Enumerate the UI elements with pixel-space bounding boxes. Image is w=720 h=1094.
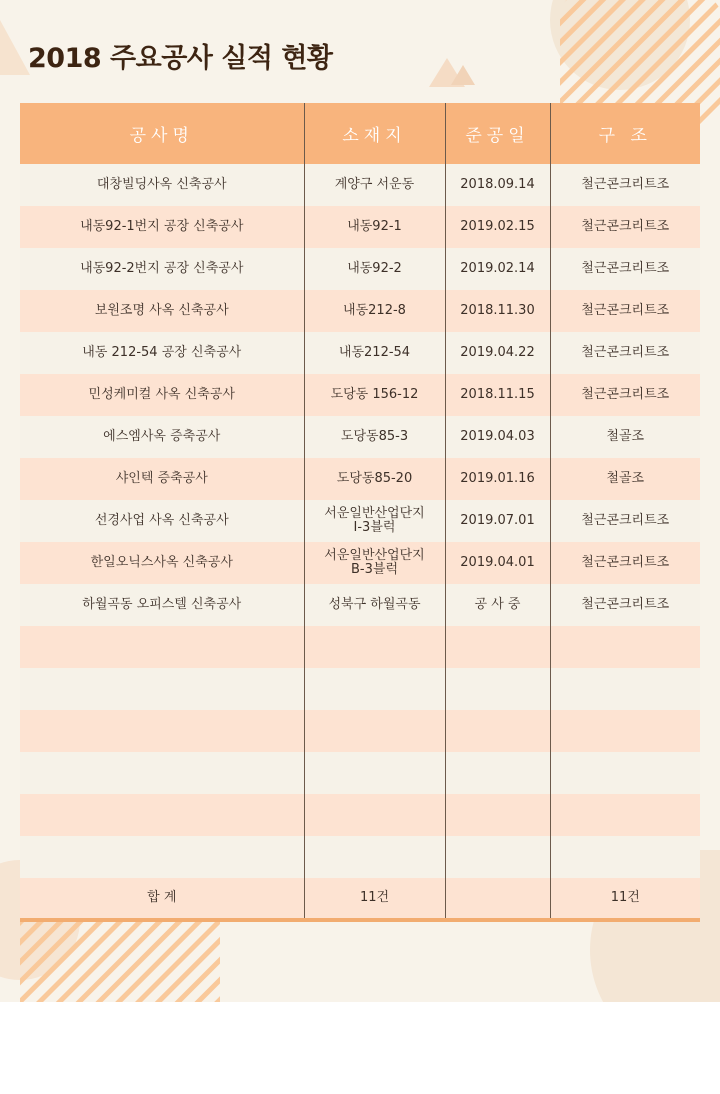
empty-cell <box>304 710 445 752</box>
table-row <box>20 332 700 374</box>
triangle-decoration <box>425 55 485 90</box>
project-name-cell: 보원조명 사옥 신축공사 <box>20 290 304 332</box>
location-cell: 서운일반산업단지 B-3블럭 <box>304 542 445 584</box>
table-row <box>20 458 700 500</box>
empty-cell <box>304 626 445 668</box>
location-cell: 내동92-1 <box>304 206 445 248</box>
empty-cell <box>445 794 550 836</box>
structure-cell: 철근콘크리트조 <box>550 500 700 542</box>
project-name-cell: 에스엠사옥 증축공사 <box>20 416 304 458</box>
table-row <box>20 416 700 458</box>
table-row <box>20 374 700 416</box>
location-cell: 내동92-2 <box>304 248 445 290</box>
table-row <box>20 290 700 332</box>
table-row <box>20 584 700 626</box>
structure-cell: 철근콘크리트조 <box>550 332 700 374</box>
empty-cell <box>304 836 445 878</box>
empty-cell <box>550 752 700 794</box>
empty-table-row <box>20 710 700 752</box>
date-cell: 2018.11.30 <box>445 290 550 332</box>
total-label: 합 계 <box>20 878 304 920</box>
empty-cell <box>304 794 445 836</box>
date-cell: 2019.02.14 <box>445 248 550 290</box>
empty-cell <box>20 836 304 878</box>
empty-cell <box>550 668 700 710</box>
table-row <box>20 542 700 584</box>
empty-cell <box>445 836 550 878</box>
structure-cell: 철근콘크리트조 <box>550 248 700 290</box>
project-name-cell: 샤인텍 증축공사 <box>20 458 304 500</box>
location-cell: 서운일반산업단지 I-3블럭 <box>304 500 445 542</box>
empty-cell <box>20 794 304 836</box>
total-row <box>20 878 700 920</box>
structure-cell: 철근콘크리트조 <box>550 374 700 416</box>
structure-cell: 철근콘크리트조 <box>550 584 700 626</box>
structure-cell: 철골조 <box>550 416 700 458</box>
project-name-cell: 대창빌딩사옥 신축공사 <box>20 164 304 206</box>
date-cell: 2019.07.01 <box>445 500 550 542</box>
total-structure-count: 11건 <box>550 878 700 920</box>
date-cell: 공 사 중 <box>445 584 550 626</box>
empty-table-row <box>20 668 700 710</box>
date-cell: 2019.04.03 <box>445 416 550 458</box>
date-cell: 2018.09.14 <box>445 164 550 206</box>
total-location-count: 11건 <box>304 878 445 920</box>
structure-cell: 철근콘크리트조 <box>550 542 700 584</box>
table-row <box>20 500 700 542</box>
empty-table-row <box>20 626 700 668</box>
project-name-cell: 민성케미컬 사옥 신축공사 <box>20 374 304 416</box>
date-cell: 2019.01.16 <box>445 458 550 500</box>
empty-cell <box>20 710 304 752</box>
empty-cell <box>550 710 700 752</box>
page-title: 2018 주요공사 실적 현황 <box>28 43 333 74</box>
table-header-row <box>20 103 700 164</box>
structure-cell: 철근콘크리트조 <box>550 206 700 248</box>
empty-cell <box>304 752 445 794</box>
project-name-cell: 하월곡동 오피스텔 신축공사 <box>20 584 304 626</box>
structure-cell: 철근콘크리트조 <box>550 290 700 332</box>
date-cell: 2019.04.22 <box>445 332 550 374</box>
project-name-cell: 한일오닉스사옥 신축공사 <box>20 542 304 584</box>
date-cell: 2019.04.01 <box>445 542 550 584</box>
location-cell: 성북구 하월곡동 <box>304 584 445 626</box>
empty-cell <box>20 668 304 710</box>
header-completion-date: 준공일 <box>445 103 550 164</box>
date-cell: 2018.11.15 <box>445 374 550 416</box>
empty-cell <box>304 668 445 710</box>
total-date-cell <box>445 878 550 920</box>
project-name-cell: 내동92-1번지 공장 신축공사 <box>20 206 304 248</box>
header-project-name: 공사명 <box>20 103 304 164</box>
empty-cell <box>445 668 550 710</box>
empty-cell <box>445 752 550 794</box>
structure-cell: 철근콘크리트조 <box>550 164 700 206</box>
location-cell: 도당동85-20 <box>304 458 445 500</box>
project-name-cell: 내동 212-54 공장 신축공사 <box>20 332 304 374</box>
structure-cell: 철골조 <box>550 458 700 500</box>
table-row <box>20 248 700 290</box>
location-cell: 내동212-8 <box>304 290 445 332</box>
header-structure: 구 조 <box>550 103 700 164</box>
empty-cell <box>550 836 700 878</box>
project-name-cell: 선경사업 사옥 신축공사 <box>20 500 304 542</box>
header-location: 소재지 <box>304 103 445 164</box>
empty-cell <box>445 710 550 752</box>
date-cell: 2019.02.15 <box>445 206 550 248</box>
empty-cell <box>550 794 700 836</box>
empty-table-row <box>20 752 700 794</box>
works-table <box>20 103 700 922</box>
table-row <box>20 164 700 206</box>
empty-cell <box>445 626 550 668</box>
location-cell: 도당동85-3 <box>304 416 445 458</box>
project-name-cell: 내동92-2번지 공장 신축공사 <box>20 248 304 290</box>
table-row <box>20 206 700 248</box>
empty-table-row <box>20 836 700 878</box>
empty-cell <box>20 626 304 668</box>
location-cell: 계양구 서운동 <box>304 164 445 206</box>
location-cell: 내동212-54 <box>304 332 445 374</box>
location-cell: 도당동 156-12 <box>304 374 445 416</box>
empty-cell <box>550 626 700 668</box>
empty-table-row <box>20 794 700 836</box>
empty-cell <box>20 752 304 794</box>
